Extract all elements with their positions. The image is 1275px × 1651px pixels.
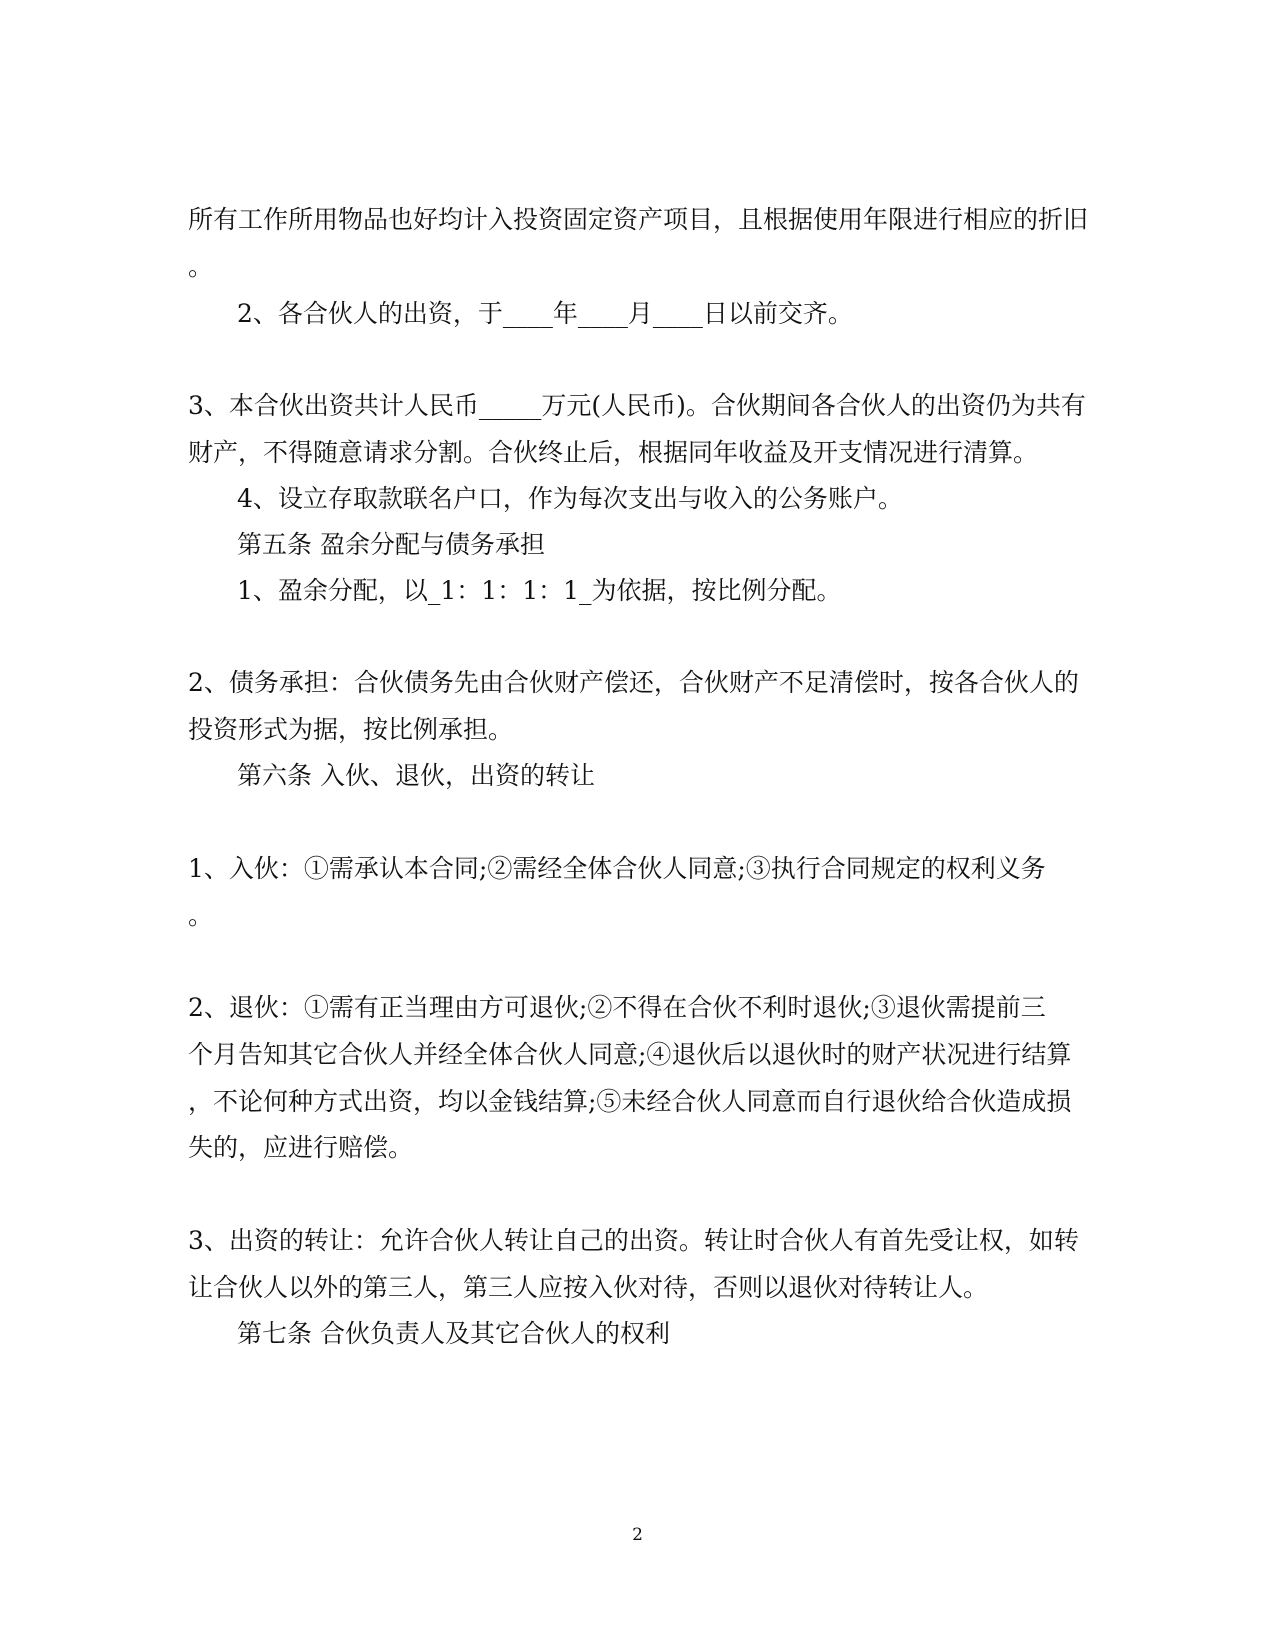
body-line: 。 (188, 252, 214, 281)
clause-line: 4、设立存取款联名户口，作为每次支出与收入的公务账户。 (237, 484, 903, 513)
clause-line: 1、入伙：①需承认本合同;②需经全体合伙人同意;③执行合同规定的权利义务 (188, 854, 1046, 883)
body-line: ，不论何种方式出资，均以金钱结算;⑤未经合伙人同意而自行退伙给合伙造成损 (188, 1087, 1072, 1116)
clause-line: 2、各合伙人的出资，于____年____月____日以前交齐。 (237, 299, 853, 328)
body-line: 财产，不得随意请求分割。合伙终止后，根据同年收益及开支情况进行清算。 (188, 438, 1039, 467)
body-line: 所有工作所用物品也好均计入投资固定资产项目，且根据使用年限进行相应的折旧 (188, 205, 1089, 234)
body-line: 。 (188, 901, 214, 930)
body-line: 个月告知其它合伙人并经全体合伙人同意;④退伙后以退伙时的财产状况进行结算 (188, 1040, 1072, 1069)
clause-line: 2、债务承担：合伙债务先由合伙财产偿还，合伙财产不足清偿时，按各合伙人的 (188, 668, 1079, 697)
body-line: 让合伙人以外的第三人，第三人应按入伙对待，否则以退伙对待转让人。 (188, 1273, 989, 1302)
body-line: 投资形式为据，按比例承担。 (188, 715, 514, 744)
article-heading: 第五条 盈余分配与债务承担 (237, 530, 545, 559)
body-line: 失的，应进行赔偿。 (188, 1133, 414, 1162)
article-heading: 第六条 入伙、退伙，出资的转让 (237, 761, 595, 790)
clause-line: 3、本合伙出资共计人民币_____万元(人民币)。合伙期间各合伙人的出资仍为共有 (188, 391, 1086, 420)
clause-line: 1、盈余分配，以_1：1：1：1_为依据，按比例分配。 (237, 576, 842, 605)
clause-line: 2、退伙：①需有正当理由方可退伙;②不得在合伙不利时退伙;③退伙需提前三 (188, 993, 1046, 1022)
clause-line: 3、出资的转让：允许合伙人转让自己的出资。转让时合伙人有首先受让权，如转 (188, 1226, 1079, 1255)
page-number: 2 (632, 1525, 643, 1545)
article-heading: 第七条 合伙负责人及其它合伙人的权利 (237, 1319, 670, 1348)
